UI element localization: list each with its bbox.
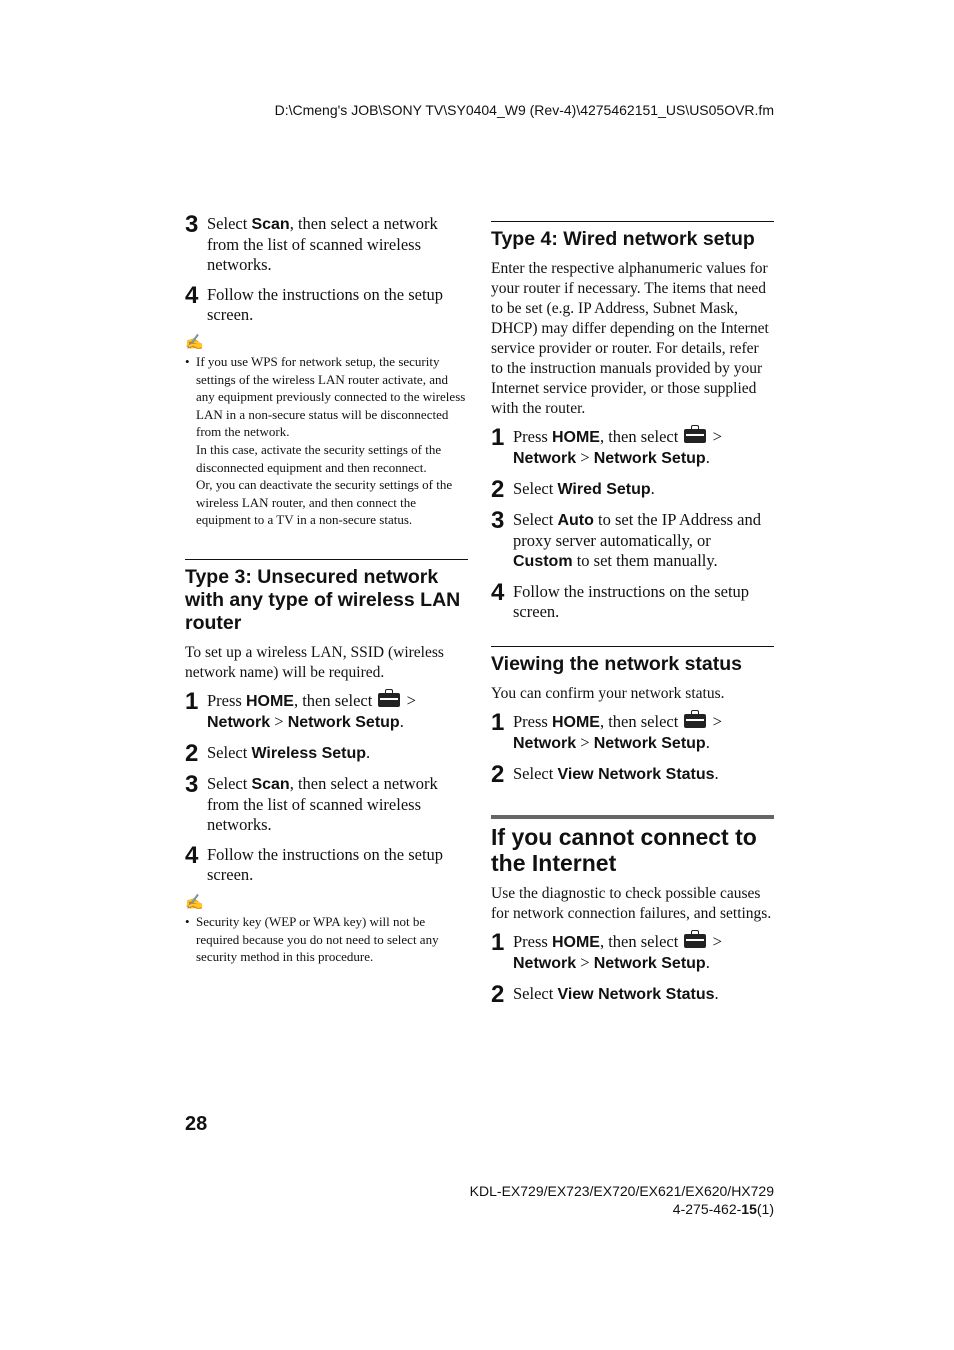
text: , then select <box>599 427 683 446</box>
step-3-scan <box>185 211 468 275</box>
text: Press <box>513 427 552 446</box>
type4-heading: Type 4: Wired network setup <box>491 221 774 251</box>
status-intro: You can confirm your network status. <box>491 685 725 702</box>
cannot-connect-heading: If you cannot connect to the Internet <box>491 815 774 876</box>
text: Select <box>207 214 252 233</box>
status-step-1 <box>491 709 774 754</box>
network-label: Network <box>513 450 577 467</box>
file-path-header: D:\Cmeng's JOB\SONY TV\SY0404_W9 (Rev-4)\4275462151_US\US05OVR.fm <box>274 102 774 118</box>
cannot-step-2 <box>491 981 774 1008</box>
network-setup-label: Network Setup <box>287 713 400 731</box>
text: Press <box>513 712 552 731</box>
cannot-step-1 <box>491 929 774 974</box>
note-pencil-icon: ✍ <box>185 894 204 911</box>
note-paragraph: In this case, activate the security settings of the disconnected equipment and then reconnect. <box>196 441 442 475</box>
type3-heading: Type 3: Unsecured network with any type of wireless LAN router <box>185 559 468 635</box>
type4-step-3 <box>491 507 774 572</box>
document-code <box>470 1200 774 1218</box>
network-label: Network <box>207 713 271 731</box>
type4-step-4 <box>491 579 774 622</box>
text: > <box>402 690 416 710</box>
step-number: 2 <box>491 476 505 503</box>
text: Select <box>513 479 558 498</box>
status-heading: Viewing the network status <box>491 646 774 676</box>
text: Select <box>513 764 558 783</box>
step-number: 2 <box>491 761 505 788</box>
toolbox-icon <box>684 934 706 948</box>
type3-intro: To set up a wireless LAN, SSID (wireless network name) will be required. <box>185 643 444 681</box>
text: . <box>705 733 710 752</box>
note-pencil-icon: ✍ <box>185 335 204 351</box>
text: > <box>270 711 288 731</box>
step-number: 4 <box>491 579 505 606</box>
text: > <box>576 733 594 752</box>
text: . <box>705 953 710 972</box>
step-4-follow <box>185 282 468 325</box>
code-suffix: (1) <box>756 1201 774 1217</box>
text: , then select a network from the list of scanned wireless networks. <box>207 773 438 834</box>
bullet: • <box>185 354 190 369</box>
security-key-note <box>185 913 468 966</box>
home-label: HOME <box>551 934 600 951</box>
text: Select <box>513 984 558 1003</box>
network-setup-label: Network Setup <box>593 735 706 752</box>
step-number: 3 <box>185 770 199 798</box>
text: Press <box>207 690 246 710</box>
step-number: 3 <box>491 507 505 534</box>
wired-setup-label: Wired Setup <box>557 481 651 498</box>
toolbox-icon <box>684 429 706 443</box>
type3-step-2 <box>185 739 468 767</box>
step-number: 1 <box>491 424 505 451</box>
text: > <box>576 953 594 972</box>
note-paragraph: If you use WPS for network setup, the security settings of the wireless LAN router activate, and any equipment previously connected to the wireless LAN in a non-secure status will be disconnected from the network. <box>196 354 466 440</box>
step-number: 1 <box>491 709 505 736</box>
text: > <box>708 427 722 446</box>
text: Select <box>207 742 252 762</box>
text: . <box>705 448 710 467</box>
text: Select <box>207 773 252 793</box>
note-paragraph: Or, you can deactivate the security settings of the wireless LAN router, and then connect the equipment to a TV in a non-secure status. <box>196 477 453 528</box>
network-setup-label: Network Setup <box>593 450 706 467</box>
text: , then select a network from the list of scanned wireless networks. <box>207 214 438 274</box>
note-text: Security key (WEP or WPA key) will not be required because you do not need to select any security method in this procedure. <box>196 913 439 965</box>
step-number: 4 <box>185 282 199 309</box>
code-prefix: 4-275-462- <box>672 1201 742 1217</box>
text: > <box>576 448 594 467</box>
left-column <box>185 211 468 966</box>
step-number: 2 <box>185 739 199 767</box>
step-number: 4 <box>185 841 199 869</box>
type3-step-3 <box>185 770 468 835</box>
network-setup-label: Network Setup <box>593 955 706 972</box>
type3-step-1 <box>185 687 468 733</box>
toolbox-icon <box>378 693 400 707</box>
text: , then select <box>599 932 683 951</box>
text: . <box>366 742 371 762</box>
text: to set the IP Address and proxy server automatically, or <box>513 510 762 550</box>
text: > <box>708 712 722 731</box>
custom-label: Custom <box>513 553 573 570</box>
step-number: 3 <box>185 211 199 238</box>
text: . <box>714 764 719 783</box>
step-number: 1 <box>185 687 199 715</box>
view-network-status-label: View Network Status <box>557 986 715 1003</box>
auto-label: Auto <box>557 512 594 529</box>
text: > <box>708 932 722 951</box>
type3-step-4 <box>185 841 468 885</box>
bullet: • <box>185 913 190 929</box>
type4-intro: Enter the respective alphanumeric values for your router if necessary. The items that need to be set (e.g. IP Address, Subnet Mask, DHCP) may differ depending on the Internet service provider or router. For details, refer to the instruction manuals provided by your Internet service provider, or those supplied with the router. <box>491 260 769 417</box>
model-list: KDL-EX729/EX723/EX720/EX621/EX620/HX729 <box>469 1183 774 1199</box>
step-text: Follow the instructions on the setup screen. <box>207 285 444 324</box>
step-number: 2 <box>491 981 505 1008</box>
text: Select <box>513 510 558 529</box>
step-text: Follow the instructions on the setup screen. <box>513 582 750 621</box>
text: . <box>399 711 404 731</box>
type4-step-1 <box>491 424 774 469</box>
type4-step-2 <box>491 476 774 503</box>
home-label: HOME <box>245 692 294 710</box>
scan-label: Scan <box>251 216 290 233</box>
view-network-status-label: View Network Status <box>557 766 715 783</box>
network-label: Network <box>513 955 577 972</box>
network-label: Network <box>513 735 577 752</box>
text: to set them manually. <box>572 551 718 570</box>
wireless-setup-label: Wireless Setup <box>251 744 367 762</box>
text: . <box>714 984 719 1003</box>
text: . <box>650 479 655 498</box>
toolbox-icon <box>684 714 706 728</box>
home-label: HOME <box>551 714 600 731</box>
step-text: Follow the instructions on the setup screen. <box>207 844 444 884</box>
text: Press <box>513 932 552 951</box>
page-number: 28 <box>185 1113 208 1135</box>
footer <box>470 1182 774 1218</box>
right-column <box>491 214 774 1015</box>
status-step-2 <box>491 761 774 788</box>
wps-note <box>185 353 468 529</box>
step-number: 1 <box>491 929 505 956</box>
text: , then select <box>599 712 683 731</box>
scan-label: Scan <box>251 775 290 793</box>
code-revision: 15 <box>741 1201 757 1217</box>
cannot-connect-intro: Use the diagnostic to check possible causes for network connection failures, and settings. <box>491 885 772 922</box>
home-label: HOME <box>551 429 600 446</box>
text: , then select <box>293 690 377 710</box>
